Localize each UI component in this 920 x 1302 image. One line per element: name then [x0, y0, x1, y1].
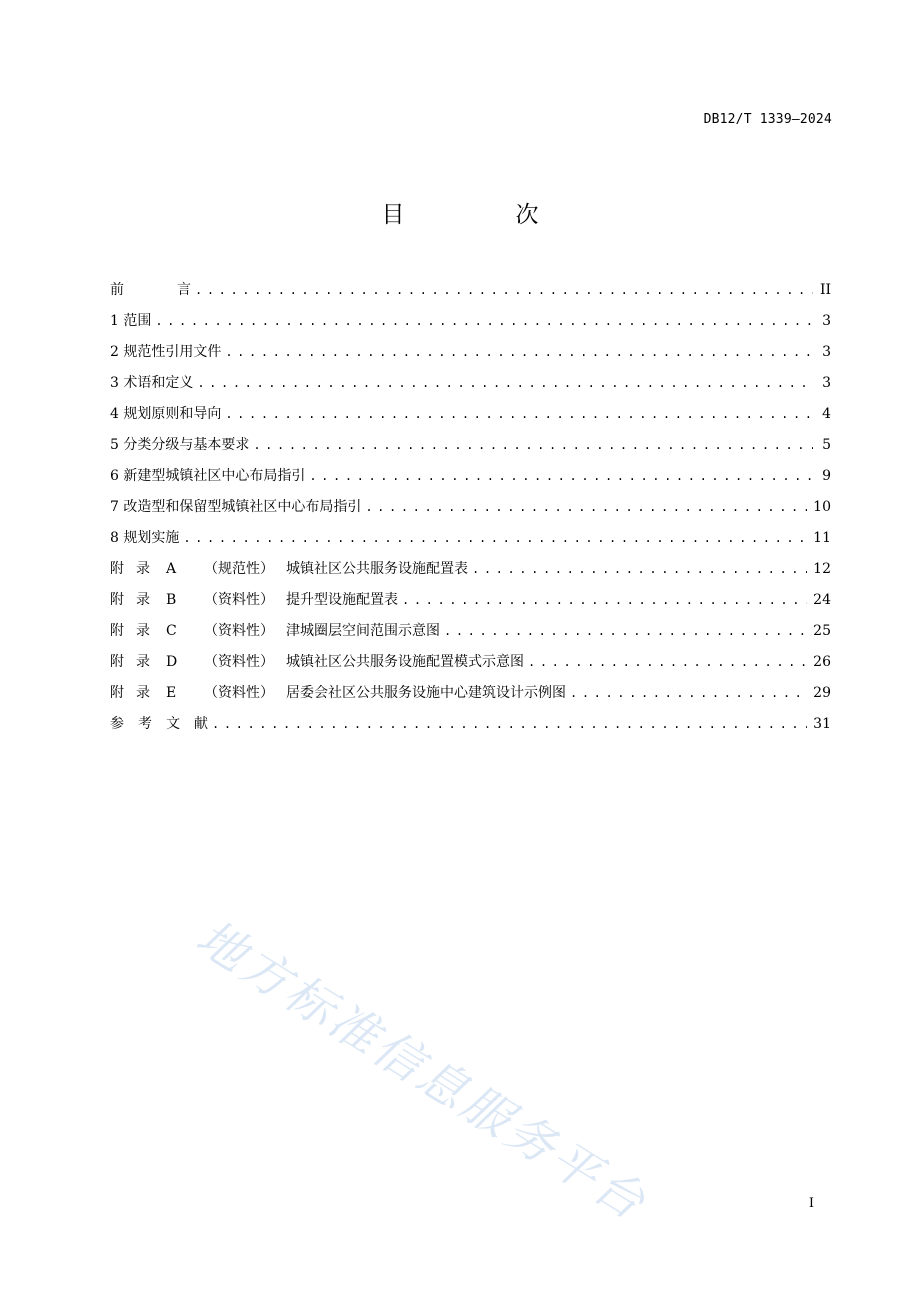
appendix-type: （资料性） [204, 592, 274, 608]
toc-entry-normative-references[interactable] [110, 342, 831, 373]
appendix-type: （资料性） [204, 623, 274, 639]
toc-leader-dots [212, 714, 807, 734]
toc-entry-page: 25 [813, 623, 831, 639]
toc-entry-page: 29 [813, 685, 831, 701]
toc-entry-page: II [819, 282, 831, 298]
toc-entry-label: 3 术语和定义 [110, 375, 194, 391]
toc-entry-label: 5 分类分级与基本要求 [110, 437, 250, 453]
toc-entry-label: 8 规划实施 [110, 530, 180, 546]
toc-entry-label [110, 621, 440, 641]
toc-entry-page: 5 [822, 437, 831, 453]
toc-entry-label: 4 规划原则和导向 [110, 406, 222, 422]
toc-entry-page: 9 [822, 468, 831, 484]
appendix-prefix: 附 [110, 685, 124, 701]
toc-entry-appendix-c[interactable] [110, 621, 831, 652]
table-of-contents [110, 280, 831, 745]
toc-entry-label: 7 改造型和保留型城镇社区中心布局指引 [110, 499, 362, 515]
toc-leader-dots [402, 590, 807, 610]
appendix-title: 居委会社区公共服务设施中心建筑设计示例图 [286, 685, 566, 701]
toc-leader-dots [253, 435, 813, 455]
toc-entry-principles[interactable] [110, 404, 831, 435]
toc-leader-dots [528, 652, 807, 672]
toc-entry-appendix-b[interactable] [110, 590, 831, 621]
appendix-type: （规范性） [204, 561, 274, 577]
toc-leader-dots [225, 342, 813, 362]
toc-entry-page: 3 [822, 344, 831, 360]
watermark: 地方标准信息服务平台 [186, 909, 658, 1233]
appendix-prefix: 录 [136, 592, 150, 608]
toc-entry-label: 1 范围 [110, 313, 152, 329]
toc-entry-page: 11 [813, 530, 831, 546]
appendix-letter: D [166, 654, 178, 670]
appendix-title: 提升型设施配置表 [286, 592, 398, 608]
toc-entry-references[interactable] [110, 714, 831, 745]
toc-entry-classification[interactable] [110, 435, 831, 466]
toc-entry-page: 10 [813, 499, 831, 515]
page-number: I [808, 1196, 814, 1211]
appendix-letter: A [166, 561, 177, 577]
appendix-title: 城镇社区公共服务设施配置表 [286, 561, 468, 577]
toc-leader-dots [197, 373, 813, 393]
appendix-prefix: 录 [136, 654, 150, 670]
toc-entry-renovation-layout[interactable] [110, 497, 831, 528]
toc-entry-page: 4 [822, 406, 831, 422]
toc-entry-page: 3 [822, 375, 831, 391]
toc-entry-scope[interactable] [110, 311, 831, 342]
toc-entry-appendix-d[interactable] [110, 652, 831, 683]
document-code: DB12/T 1339—2024 [703, 112, 832, 127]
toc-entry-label [110, 559, 468, 579]
toc-leader-dots [444, 621, 807, 641]
appendix-letter: E [166, 685, 177, 701]
toc-leader-dots [155, 311, 813, 331]
appendix-prefix: 附 [110, 592, 124, 608]
toc-entry-page: 31 [813, 716, 831, 732]
toc-entry-label: 6 新建型城镇社区中心布局指引 [110, 468, 306, 484]
toc-entry-terms[interactable] [110, 373, 831, 404]
toc-leader-dots [365, 497, 807, 517]
appendix-type: （资料性） [204, 654, 274, 670]
toc-entry-page: 26 [813, 654, 831, 670]
toc-entry-preface[interactable] [110, 280, 831, 311]
appendix-prefix: 附 [110, 623, 124, 639]
toc-entry-label [110, 590, 398, 610]
toc-leader-dots [195, 280, 813, 300]
toc-leader-dots [472, 559, 807, 579]
toc-entry-label: 2 规范性引用文件 [110, 344, 222, 360]
toc-leader-dots [183, 528, 807, 548]
appendix-title: 津城圈层空间范围示意图 [286, 623, 440, 639]
toc-entry-implementation[interactable] [110, 528, 831, 559]
toc-entry-page: 12 [813, 561, 831, 577]
toc-entry-page: 24 [813, 592, 831, 608]
appendix-title: 城镇社区公共服务设施配置模式示意图 [286, 654, 524, 670]
toc-leader-dots [570, 683, 807, 703]
toc-entry-label [110, 683, 566, 703]
appendix-prefix: 附 [110, 561, 124, 577]
toc-entry-page: 3 [822, 313, 831, 329]
appendix-letter: B [166, 592, 177, 608]
appendix-prefix: 录 [136, 623, 150, 639]
toc-entry-new-community-layout[interactable] [110, 466, 831, 497]
toc-entry-appendix-a[interactable] [110, 559, 831, 590]
toc-entry-label: 前 言 [110, 282, 191, 298]
toc-entry-appendix-e[interactable] [110, 683, 831, 714]
page-title: 目 次 [381, 202, 583, 228]
appendix-prefix: 附 [110, 654, 124, 670]
appendix-prefix: 录 [136, 685, 150, 701]
toc-leader-dots [309, 466, 813, 486]
toc-leader-dots [225, 404, 813, 424]
appendix-letter: C [166, 623, 177, 639]
appendix-prefix: 录 [136, 561, 150, 577]
appendix-type: （资料性） [204, 685, 274, 701]
toc-entry-label [110, 652, 524, 672]
toc-entry-label: 参 考 文 献 [110, 716, 208, 732]
